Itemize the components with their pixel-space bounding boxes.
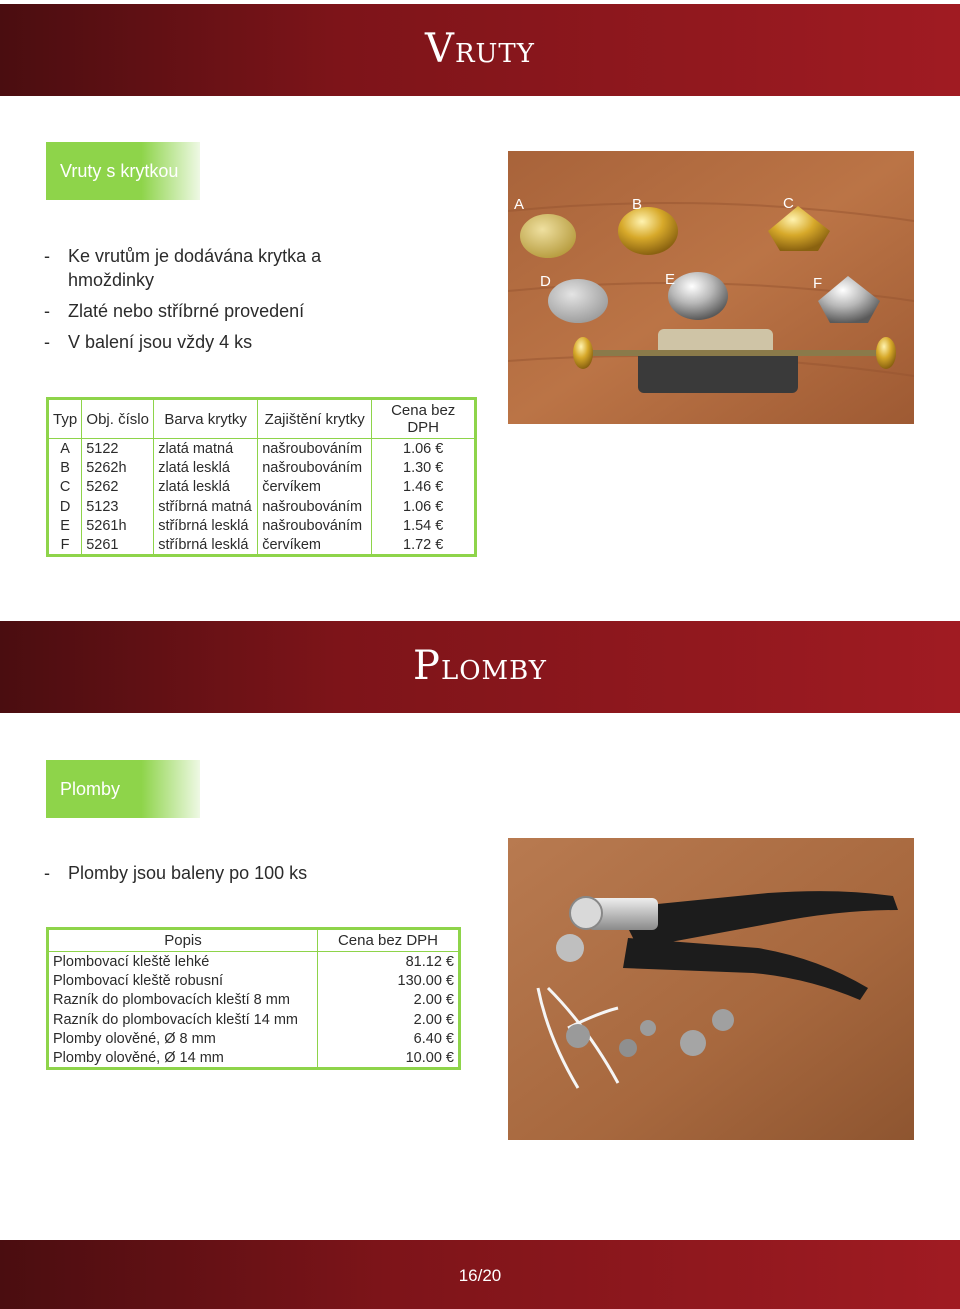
table-cell: 10.00 € [318, 1049, 460, 1069]
table-cell: 81.12 € [318, 952, 460, 972]
table-cell: 5262 [82, 478, 154, 498]
bullet-item: - Zlaté nebo stříbrné provedení [44, 299, 344, 323]
photo-label-d: D [540, 273, 551, 290]
column-header: Zajištění krytky [258, 399, 372, 439]
photo-label-e: E [665, 271, 676, 288]
sealing-pliers-photo [508, 838, 914, 1140]
bullet-item: - V balení jsou vždy 4 ks [44, 330, 344, 354]
table-cell: Razník do plombovacích kleští 14 mm [48, 1010, 318, 1030]
bullet-item: - Ke vrutům je dodávána krytka a hmoždinky [44, 244, 344, 292]
table-row [48, 1030, 460, 1050]
vruty-bullet-list [44, 244, 344, 361]
photo-label-a: A [514, 196, 525, 213]
table-cell: Plomby olověné, Ø 14 mm [48, 1049, 318, 1069]
table-cell: 1.06 € [372, 439, 476, 459]
table-cell: našroubováním [258, 439, 372, 459]
table-cell: 6.40 € [318, 1030, 460, 1050]
table-cell: 5123 [82, 497, 154, 517]
table-row [48, 497, 476, 517]
table-cell: 5261h [82, 517, 154, 537]
photo-label-c: C [783, 195, 794, 212]
table-cell: stříbrná lesklá [154, 517, 258, 537]
section-title-plomby: PLOMBY [413, 643, 547, 689]
table-cell: B [48, 458, 82, 478]
table-cell: 1.30 € [372, 458, 476, 478]
column-header: Barva krytky [154, 399, 258, 439]
table-cell: zlatá lesklá [154, 458, 258, 478]
table-cell: 5122 [82, 439, 154, 459]
column-header: Popis [48, 929, 318, 952]
table-cell: Plombovací kleště lehké [48, 952, 318, 972]
plomby-price-table [46, 927, 461, 1070]
table-cell: červíkem [258, 478, 372, 498]
table-row [48, 439, 476, 459]
table-cell: F [48, 536, 82, 556]
screw-caps-photo [508, 151, 914, 424]
section-banner-vruty [0, 4, 960, 96]
column-header: Cena bez DPH [372, 399, 476, 439]
table-cell: zlatá lesklá [154, 478, 258, 498]
table-cell: C [48, 478, 82, 498]
table-cell: 5262h [82, 458, 154, 478]
table-cell: Plomby olověné, Ø 8 mm [48, 1030, 318, 1050]
table-cell: 1.06 € [372, 497, 476, 517]
photo-label-f: F [813, 275, 823, 292]
table-cell: 130.00 € [318, 971, 460, 991]
table-cell: E [48, 517, 82, 537]
table-cell: 2.00 € [318, 1010, 460, 1030]
table-cell: A [48, 439, 82, 459]
sealing-pliers-illustration [508, 838, 914, 1140]
photo-label-b: B [632, 196, 643, 213]
page-footer [0, 1240, 960, 1309]
table-cell: našroubováním [258, 497, 372, 517]
table-row [48, 517, 476, 537]
table-cell: našroubováním [258, 517, 372, 537]
table-cell: 2.00 € [318, 991, 460, 1011]
table-row [48, 1010, 460, 1030]
table-header-row [48, 929, 460, 952]
table-row [48, 971, 460, 991]
column-header: Typ [48, 399, 82, 439]
table-row [48, 458, 476, 478]
table-row [48, 952, 460, 972]
table-cell: červíkem [258, 536, 372, 556]
table-row [48, 478, 476, 498]
page-number: 16/20 [458, 1266, 502, 1285]
table-cell: stříbrná lesklá [154, 536, 258, 556]
table-row [48, 991, 460, 1011]
table-row [48, 1049, 460, 1069]
table-cell: našroubováním [258, 458, 372, 478]
category-label-plomby: Plomby [46, 760, 200, 818]
table-cell: 1.72 € [372, 536, 476, 556]
bullet-item: - Plomby jsou baleny po 100 ks [44, 861, 374, 885]
vruty-price-table [46, 397, 477, 557]
column-header: Obj. číslo [82, 399, 154, 439]
screw-caps-illustration [508, 151, 914, 424]
table-header-row [48, 399, 476, 439]
table-cell: zlatá matná [154, 439, 258, 459]
section-banner-plomby [0, 621, 960, 713]
table-cell: 5261 [82, 536, 154, 556]
table-cell: stříbrná matná [154, 497, 258, 517]
table-cell: D [48, 497, 82, 517]
column-header: Cena bez DPH [318, 929, 460, 952]
category-label-vruty: Vruty s krytkou [46, 142, 200, 200]
plomby-bullet-list [44, 861, 374, 892]
table-cell: Plombovací kleště robusní [48, 971, 318, 991]
table-cell: 1.46 € [372, 478, 476, 498]
table-cell: Razník do plombovacích kleští 8 mm [48, 991, 318, 1011]
section-title-vruty: VRUTY [425, 26, 535, 72]
table-row [48, 536, 476, 556]
table-cell: 1.54 € [372, 517, 476, 537]
